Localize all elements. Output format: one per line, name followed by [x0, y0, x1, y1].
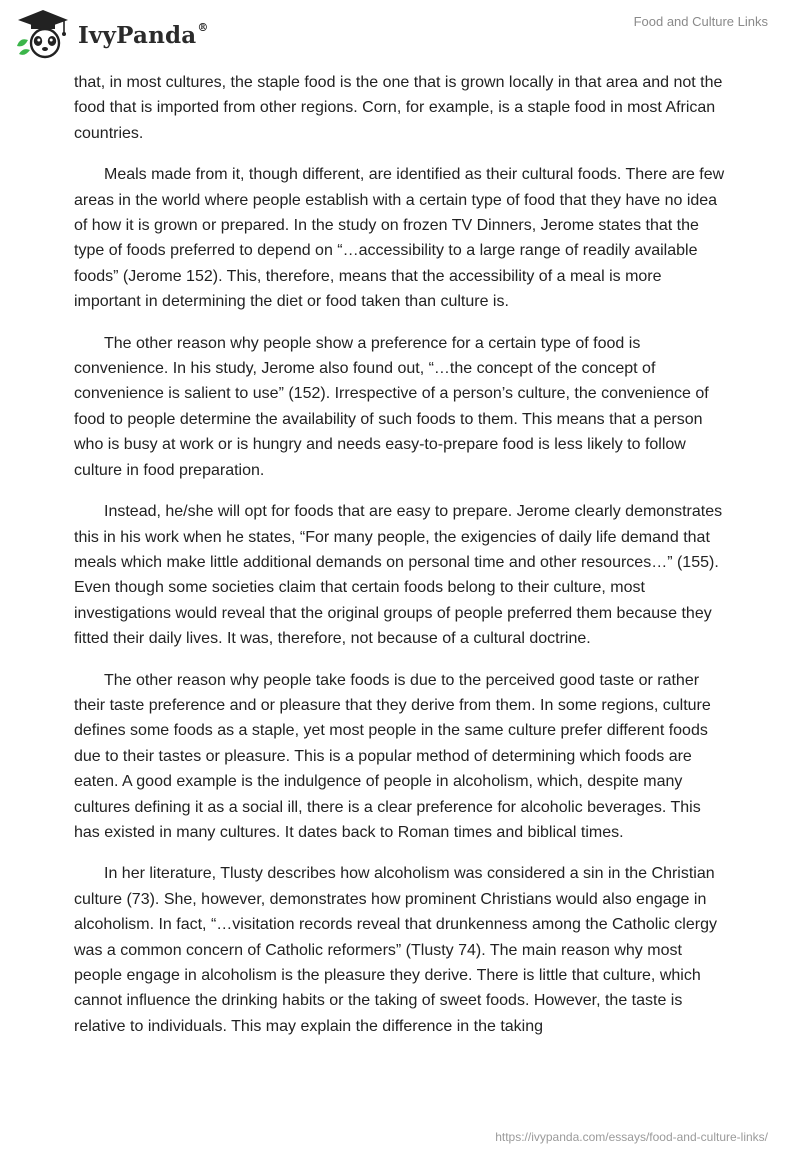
- registered-mark: ®: [197, 20, 209, 34]
- paragraph: Instead, he/she will opt for foods that are easy to prepare. Jerome clearly demonstrates this in his work when he states, “For many people, the exigencies of daily life demand that meals which make little additional demands on personal time and other resources…” (155). Even though some societies claim that certain foods belong to their culture, most investigations would reveal that the original groups of people preferred them because they fitted their daily lives. It was, therefore, not because of a cultural doctrine.: [74, 503, 723, 648]
- essay-body: [74, 70, 730, 1055]
- document-title: Food and Culture Links: [633, 14, 768, 29]
- panda-logo-icon: [14, 8, 72, 60]
- paragraph: that, in most cultures, the staple food is the one that is grown locally in that area and not the food that is imported from other regions. Corn, for example, is a staple food in most African countries.: [74, 74, 723, 142]
- paragraph: Meals made from it, though different, are identified as their cultural foods. There are few areas in the world where people establish with a certain type of food that they have no idea of how it is grown or prepared. In the study on frozen TV Dinners, Jerome states that the type of foods preferred to depend on “…accessibility to a large range of readily available foods” (Jerome 152). This, therefore, means that the accessibility of a meal is more important in determining the diet or food taken than culture is.: [74, 166, 725, 311]
- ivypanda-logo[interactable]: [14, 8, 209, 60]
- paragraph: In her literature, Tlusty describes how alcoholism was considered a sin in the Christian culture (73). She, however, demonstrates how prominent Christians would also engage in alcoholism. In fact, “…visitation records reveal that drunkenness among the Catholic clergy was a common concern of Catholic reformers” (Tlusty 74). The main reason why most people engage in alcoholism is the pleasure they derive. There is little that culture, which cannot influence the drinking habits or the taking of sweet foods. However, the taste is relative to individuals. This may explain the difference in the taking: [74, 865, 717, 1035]
- paragraph: The other reason why people take foods is due to the perceived good taste or rather their taste preference and or pleasure that they derive from them. In some regions, culture defines some foods as a staple, yet most people in the same culture prefer different foods due to their tastes or pleasure. This is a popular method of determining which foods are eaten. A good example is the indulgence of people in alcoholism, which, despite many cultures defining it as a social ill, there is a clear preference for alcoholic beverages. This has existed in many cultures. It dates back to Roman times and biblical times.: [74, 671, 711, 841]
- brand-name: IvyPanda®: [78, 20, 209, 49]
- paragraph: The other reason why people show a preference for a certain type of food is convenience. In his study, Jerome also found out, “…the concept of the concept of convenience is salient to use” (152). Irrespective of a person’s culture, the convenience of food to people determine the availability of such foods to them. This means that a person who is busy at work or is hungry and needs easy-to-prepare food is less likely to follow culture in food preparation.: [74, 334, 709, 479]
- source-url-link[interactable]: https://ivypanda.com/essays/food-and-culture-links/: [495, 1130, 768, 1144]
- page-header: [0, 0, 800, 70]
